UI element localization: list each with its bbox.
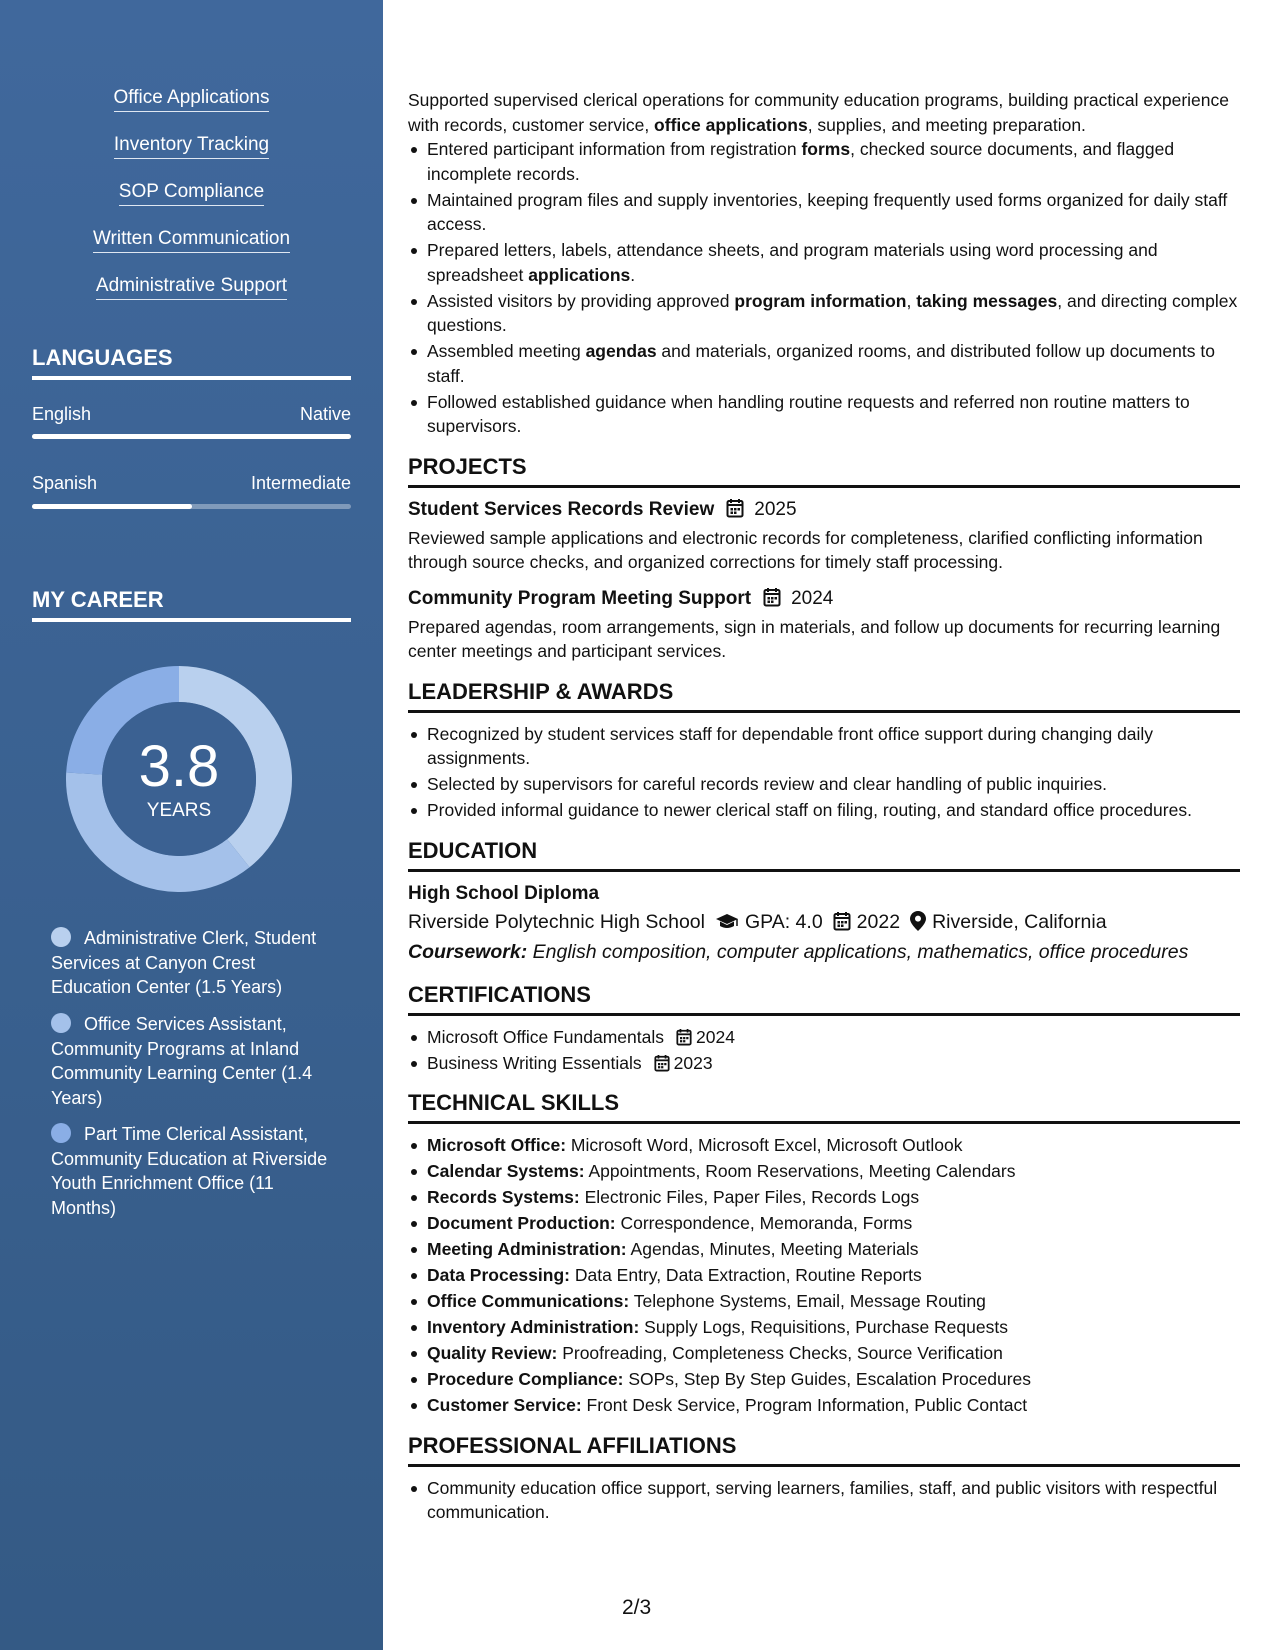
- language-level: Intermediate: [250, 473, 351, 493]
- skill-items: Agendas, Minutes, Meeting Materials: [626, 1239, 919, 1259]
- project-title: Community Program Meeting Support: [408, 587, 752, 609]
- skill-link-sop-compliance[interactable]: SOP Compliance: [119, 180, 264, 206]
- bullet-text: .: [630, 264, 636, 285]
- affiliations-list: [408, 1476, 1240, 1525]
- language-bar-spanish: [32, 504, 351, 509]
- certification-name: Business Writing Essentials: [427, 1052, 642, 1073]
- skill-items: Telephone Systems, Email, Message Routing: [629, 1291, 986, 1311]
- leadership-heading: LEADERSHIP & AWARDS: [408, 678, 1240, 713]
- experience-bullet: [408, 238, 1240, 287]
- career-item-text: Administrative Clerk, Student Services at Canyon Crest Education Center (1.5 Years): [51, 928, 317, 997]
- experience-bullet: [408, 188, 1240, 237]
- education-coursework: [408, 937, 1240, 967]
- skill-category: Office Communications:: [427, 1291, 630, 1311]
- skill-category: Customer Service:: [427, 1395, 582, 1415]
- experience-summary: [408, 88, 1240, 137]
- bullet-text: Followed established guidance when handling routine requests and referred non routine matters to supervisors.: [427, 391, 1190, 436]
- career-total-years: 3.8: [138, 734, 220, 799]
- project-year: 2025: [754, 498, 797, 520]
- project-title-row: [408, 586, 1240, 612]
- career-item: [51, 1122, 336, 1220]
- map-pin-icon: [910, 911, 926, 931]
- language-name: Spanish: [32, 473, 98, 493]
- skill-category: Document Production:: [427, 1213, 616, 1233]
- bullet-text: ,: [906, 290, 917, 311]
- calendar-icon: [833, 911, 851, 931]
- language-fill: [32, 504, 192, 509]
- bullet-text: Entered participant information from registration: [427, 139, 802, 159]
- language-level: Native: [299, 404, 351, 424]
- leadership-bullet: Provided informal guidance to newer clerical staff on filing, routing, and standard office procedures.: [408, 798, 1240, 823]
- language-name: English: [32, 404, 92, 424]
- career-heading: MY CAREER: [32, 586, 351, 622]
- bullet-text: , checked source documents, and flagged incomplete records.: [427, 139, 1175, 184]
- project-year: 2024: [791, 587, 834, 609]
- technical-skills-heading: TECHNICAL SKILLS: [408, 1089, 1240, 1124]
- technical-skill: [408, 1133, 1240, 1158]
- skill-category: Meeting Administration:: [427, 1239, 627, 1259]
- skill-category: Inventory Administration:: [427, 1317, 640, 1337]
- summary-keyword: office applications: [654, 114, 808, 135]
- skill-category: Microsoft Office:: [427, 1135, 567, 1155]
- skill-category: Procedure Compliance:: [427, 1369, 624, 1389]
- languages-heading: LANGUAGES: [32, 344, 351, 380]
- skill-items: Proofreading, Completeness Checks, Source Verification: [557, 1343, 1003, 1363]
- experience-bullets: [408, 137, 1240, 439]
- career-item: [51, 1012, 336, 1110]
- education-location: Riverside, California: [932, 910, 1107, 933]
- certification-year: 2023: [673, 1052, 713, 1073]
- skill-links: [0, 86, 383, 321]
- technical-skill: [408, 1393, 1240, 1418]
- skill-link-written-communication[interactable]: Written Communication: [93, 227, 290, 253]
- skill-link-office-applications[interactable]: Office Applications: [114, 86, 270, 112]
- coursework-label: Coursework:: [408, 940, 528, 963]
- career-dot: [51, 1013, 71, 1033]
- skill-items: Electronic Files, Paper Files, Records Logs: [579, 1187, 920, 1207]
- certification-item: [408, 1025, 1240, 1050]
- technical-skill: [408, 1341, 1240, 1366]
- project-title: Student Services Records Review: [408, 498, 715, 520]
- affiliation-item: Community education office support, serving learners, families, staff, and public visitors with respectful communication.: [408, 1476, 1240, 1525]
- certification-year: 2024: [696, 1026, 735, 1047]
- certification-item: [408, 1051, 1240, 1076]
- career-dot: [51, 1123, 71, 1143]
- sidebar: [0, 0, 383, 1650]
- skill-category: Records Systems:: [427, 1187, 580, 1207]
- certification-name: Microsoft Office Fundamentals: [427, 1026, 664, 1047]
- summary-text: Supported supervised clerical operations for community education programs, building practical experience with records, customer service,: [408, 90, 1229, 135]
- bullet-text: Maintained program files and supply inventories, keeping frequently used forms organized for daily staff access.: [427, 189, 1228, 234]
- bullet-text: Prepared letters, labels, attendance sheets, and program materials using word processing and spreadsheet: [427, 240, 1158, 285]
- leadership-bullet: Recognized by student services staff for dependable front office support during changing daily assignments.: [408, 722, 1240, 771]
- coursework-text: English composition, computer applications, mathematics, office procedures: [527, 940, 1189, 963]
- experience-bullet: [408, 137, 1240, 186]
- skill-category: Calendar Systems:: [427, 1161, 585, 1181]
- skill-category: Data Processing:: [427, 1265, 570, 1285]
- graduation-cap-icon: [715, 913, 739, 931]
- technical-skill: [408, 1263, 1240, 1288]
- education-heading: EDUCATION: [408, 837, 1240, 872]
- career-item: [51, 926, 336, 1000]
- bullet-keyword: taking messages: [916, 290, 1058, 311]
- education-year: 2022: [856, 910, 901, 933]
- technical-skill: [408, 1367, 1240, 1392]
- language-english: [32, 404, 351, 425]
- bullet-text: and materials, organized rooms, and distributed follow up documents to staff.: [427, 341, 1215, 386]
- skill-link-administrative-support[interactable]: Administrative Support: [96, 274, 287, 300]
- education-school: Riverside Polytechnic High School: [408, 910, 705, 933]
- skill-category: Quality Review:: [427, 1343, 558, 1363]
- leadership-bullet: Selected by supervisors for careful records review and clear handling of public inquiries.: [408, 772, 1240, 797]
- leadership-bullets: [408, 722, 1240, 823]
- bullet-keyword: agendas: [585, 341, 657, 361]
- affiliations-heading: PROFESSIONAL AFFILIATIONS: [408, 1432, 1240, 1467]
- calendar-icon: [763, 587, 781, 607]
- skill-link-inventory-tracking[interactable]: Inventory Tracking: [114, 133, 269, 159]
- bullet-text: , and directing complex questions.: [427, 290, 1238, 335]
- certifications-list: [408, 1025, 1240, 1076]
- skill-items: Front Desk Service, Program Information, Public Contact: [581, 1395, 1028, 1415]
- calendar-icon: [654, 1054, 670, 1072]
- language-bar-english: [32, 434, 351, 439]
- bullet-keyword: program information: [734, 290, 907, 311]
- skill-items: Supply Logs, Requisitions, Purchase Requests: [639, 1317, 1008, 1337]
- career-dot: [51, 927, 71, 947]
- project-description: Prepared agendas, room arrangements, sign in materials, and follow up documents for recurring learning center meetings and participant services.: [408, 616, 1221, 661]
- skill-items: Correspondence, Memoranda, Forms: [615, 1213, 913, 1233]
- career-item-text: Part Time Clerical Assistant, Community Education at Riverside Youth Enrichment Office (11 Months): [51, 1124, 328, 1218]
- language-fill: [32, 434, 351, 439]
- skill-items: Appointments, Room Reservations, Meeting Calendars: [584, 1161, 1016, 1181]
- bullet-text: Assembled meeting: [427, 341, 586, 361]
- career-total-unit: YEARS: [146, 800, 212, 821]
- education-details: [408, 907, 1240, 937]
- career-item-text: Office Services Assistant, Community Programs at Inland Community Learning Center (1.4 Years): [51, 1014, 313, 1108]
- technical-skill: [408, 1185, 1240, 1210]
- calendar-icon: [726, 498, 744, 518]
- skill-items: Microsoft Word, Microsoft Excel, Microsoft Outlook: [566, 1135, 963, 1155]
- projects-heading: PROJECTS: [408, 453, 1240, 488]
- bullet-text: Assisted visitors by providing approved: [427, 290, 735, 311]
- experience-bullet: [408, 339, 1240, 388]
- technical-skill: [408, 1237, 1240, 1262]
- education-degree: High School Diploma: [408, 882, 600, 904]
- bullet-keyword: forms: [801, 139, 851, 159]
- calendar-icon: [676, 1028, 692, 1046]
- experience-bullet: [408, 390, 1240, 439]
- technical-skill: [408, 1159, 1240, 1184]
- technical-skill: [408, 1289, 1240, 1314]
- project-description: Reviewed sample applications and electronic records for completeness, clarified conflicting information through source checks, and organized corrections for timely staff processing.: [408, 527, 1203, 572]
- experience-bullet: [408, 289, 1240, 338]
- language-spanish: [32, 473, 351, 494]
- main-content: [408, 88, 1240, 1526]
- summary-text: , supplies, and meeting preparation.: [807, 114, 1086, 135]
- skill-items: Data Entry, Data Extraction, Routine Reports: [569, 1265, 922, 1285]
- education-gpa: GPA: 4.0: [744, 910, 823, 933]
- technical-skill: [408, 1211, 1240, 1236]
- bullet-keyword: applications: [528, 264, 631, 285]
- technical-skill: [408, 1315, 1240, 1340]
- project-title-row: [408, 497, 1240, 523]
- skill-items: SOPs, Step By Step Guides, Escalation Procedures: [623, 1369, 1032, 1389]
- technical-skills-list: [408, 1133, 1240, 1418]
- page-number: 2/3: [622, 1596, 652, 1619]
- certifications-heading: CERTIFICATIONS: [408, 981, 1240, 1016]
